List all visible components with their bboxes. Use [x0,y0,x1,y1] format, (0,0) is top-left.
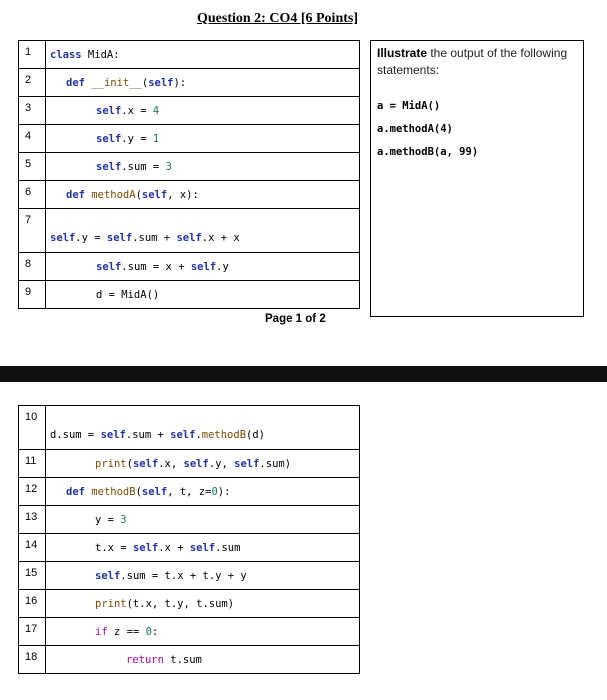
instructions-text: Illustrate the output of the following statements: [377,46,568,77]
code-line: if z == 0: [46,618,360,646]
line-number: 10 [19,406,46,450]
line-number: 2 [19,69,46,97]
code-line: self.sum = x + self.y [46,253,360,281]
line-number: 5 [19,153,46,181]
statement: a.methodB(a, 99) [377,146,479,158]
statement: a = MidA() [377,100,441,112]
code-line: print(t.x, t.y, t.sum) [46,590,360,618]
code-line: def methodA(self, x): [46,181,360,209]
line-number: 16 [19,590,46,618]
code-line: self.y = 1 [46,125,360,153]
line-number: 7 [19,209,46,253]
line-number: 14 [19,534,46,562]
line-number: 11 [19,450,46,478]
line-number: 17 [19,618,46,646]
line-number: 8 [19,253,46,281]
code-line: self.x = 4 [46,97,360,125]
code-line: t.x = self.x + self.sum [46,534,360,562]
code-line: y = 3 [46,506,360,534]
statement: a.methodA(4) [377,123,453,135]
code-line: self.y = self.sum + self.x + x [46,209,360,253]
code-line: d = MidA() [46,281,360,309]
line-number: 18 [19,646,46,674]
statement-list [377,95,577,164]
line-number: 13 [19,506,46,534]
page-number: Page 1 of 2 [265,313,326,325]
line-number: 3 [19,97,46,125]
line-number: 15 [19,562,46,590]
code-line: d.sum = self.sum + self.methodB(d) [46,406,360,450]
line-number: 1 [19,41,46,69]
code-line: self.sum = t.x + t.y + y [46,562,360,590]
code-line: return t.sum [46,646,360,674]
line-number: 4 [19,125,46,153]
instructions-box [370,40,584,317]
code-line: print(self.x, self.y, self.sum) [46,450,360,478]
code-line: def methodB(self, t, z=0): [46,478,360,506]
line-number: 12 [19,478,46,506]
code-table-page-1 [18,40,360,309]
line-number: 9 [19,281,46,309]
code-line: class MidA: [46,41,360,69]
code-table-page-2 [18,405,360,674]
question-title: Question 2: CO4 [6 Points] [197,11,358,26]
code-line: def __init__(self): [46,69,360,97]
code-line: self.sum = 3 [46,153,360,181]
page-divider [0,366,607,382]
line-number: 6 [19,181,46,209]
